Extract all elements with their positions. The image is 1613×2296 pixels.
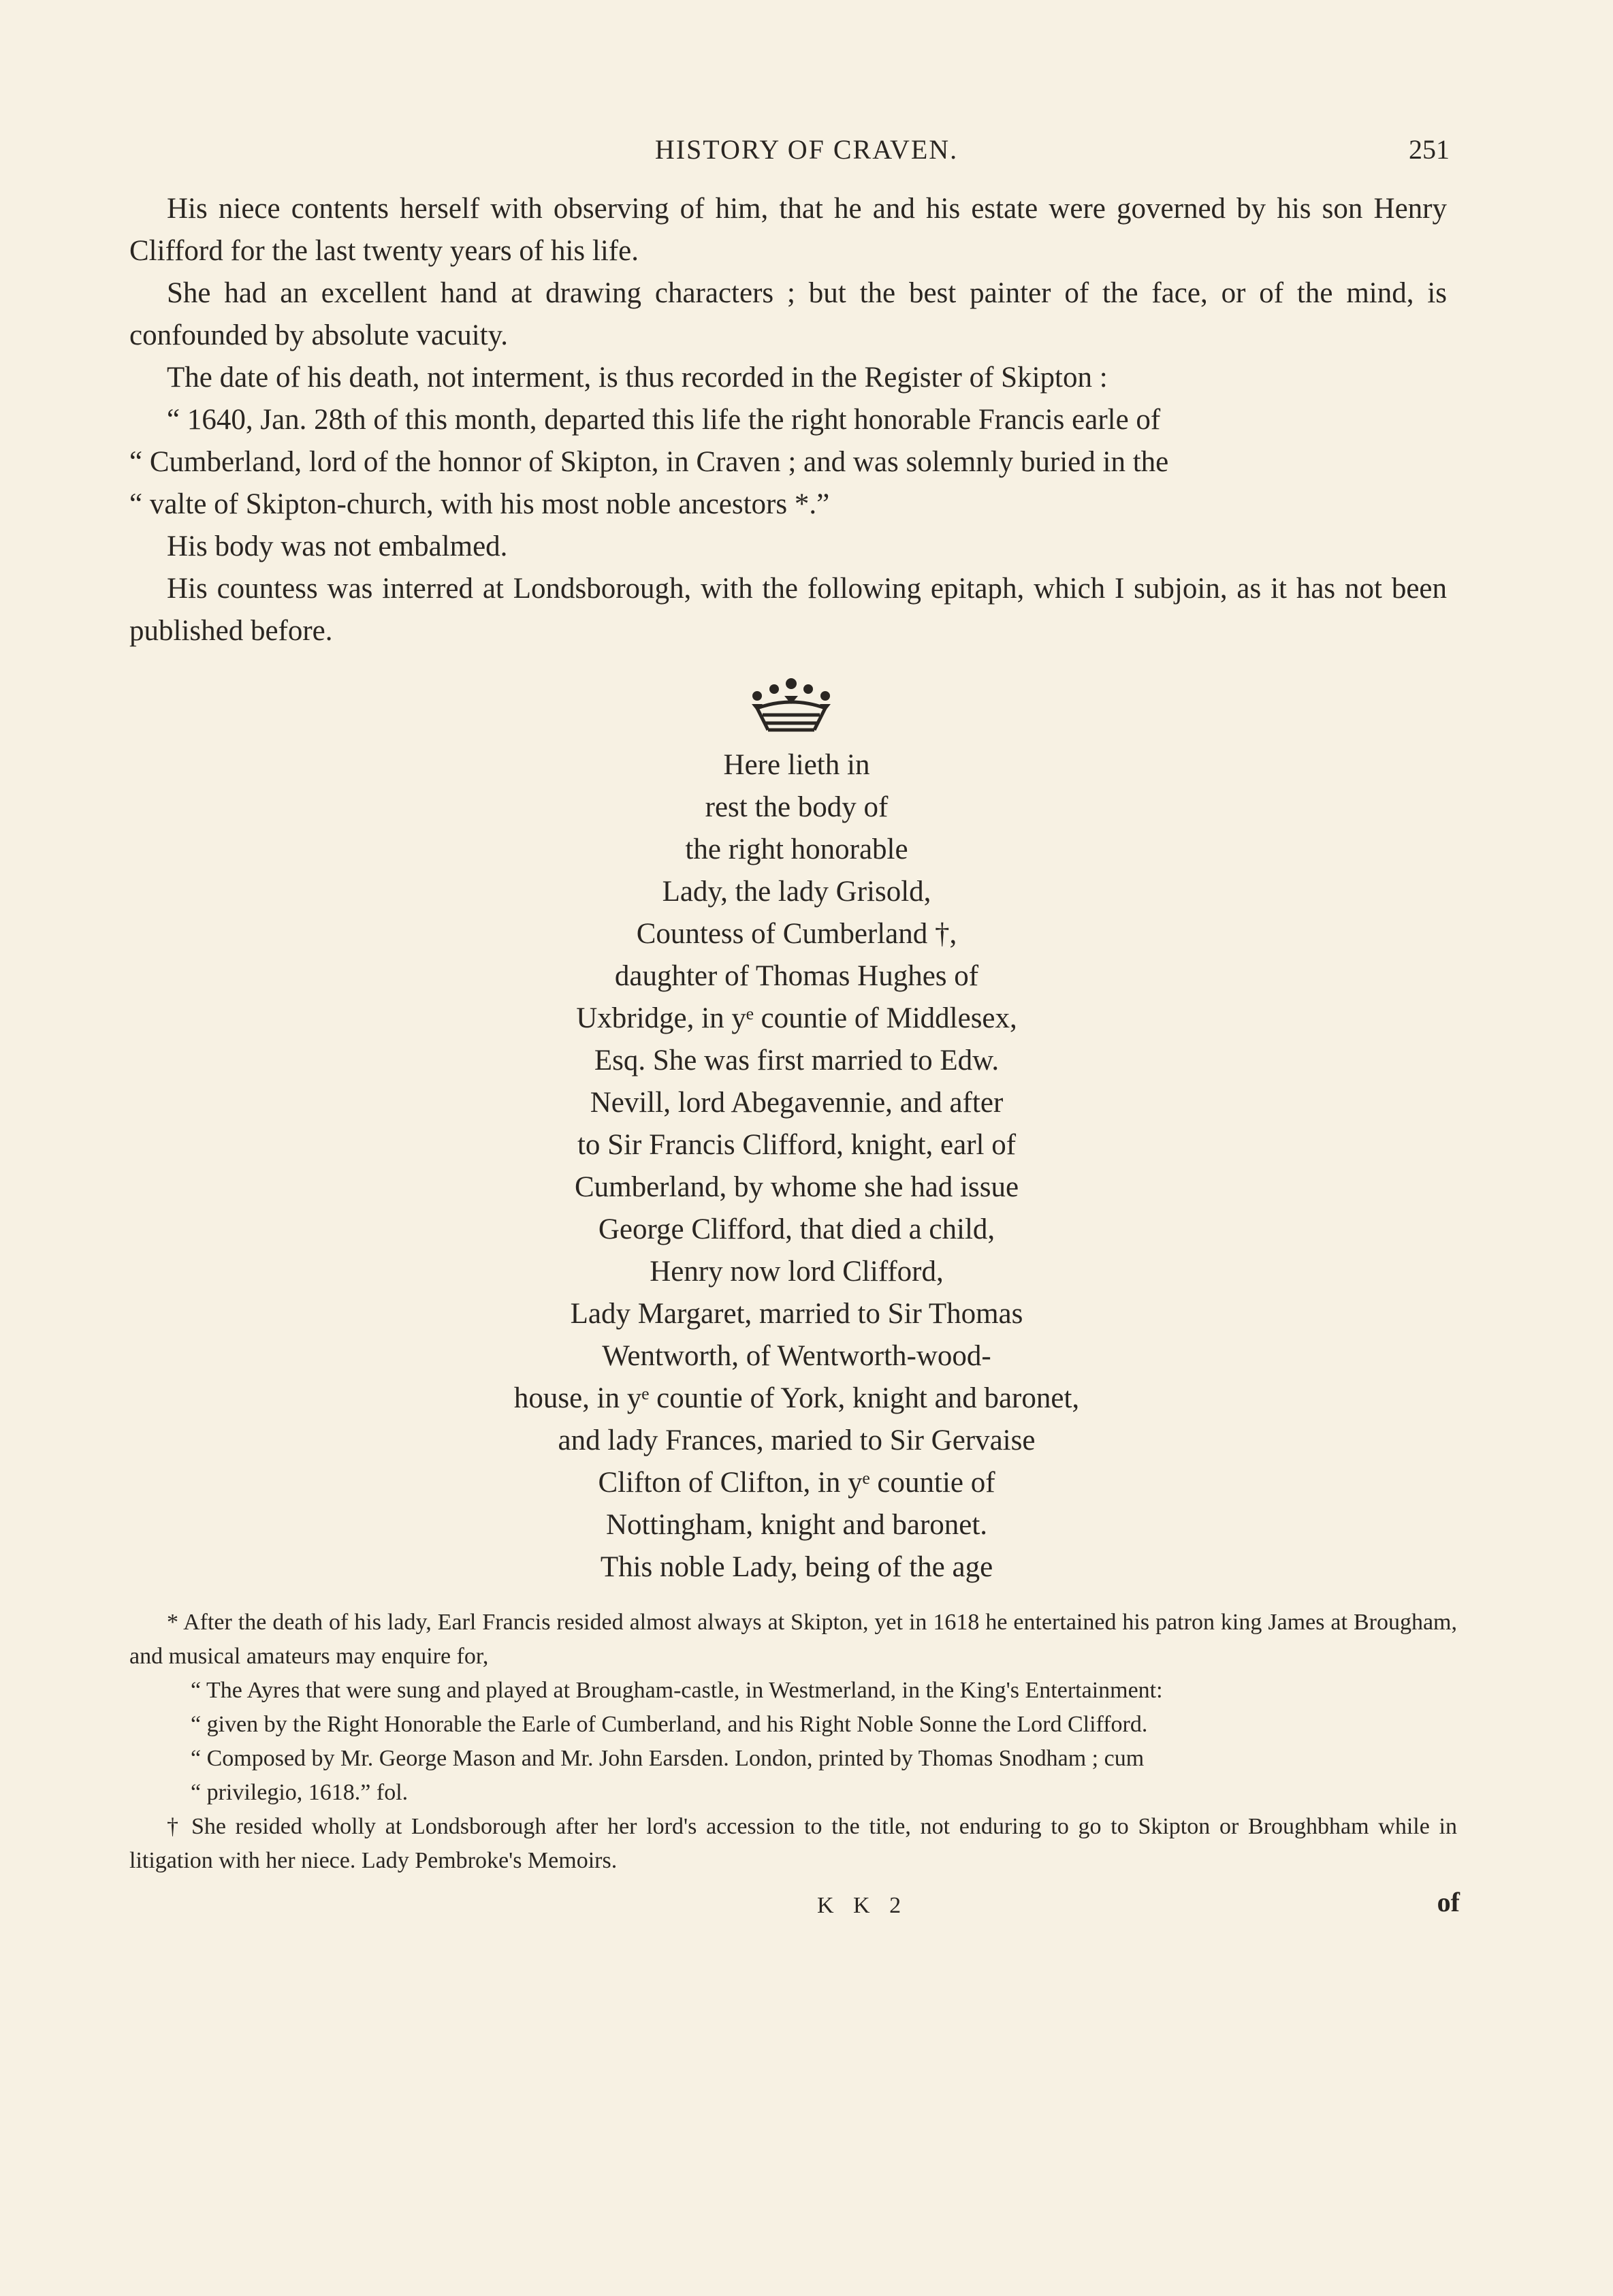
footnote-dagger: † She resided wholly at Londsborough after her lord's accession to the title, not enduring to go to Skipton or Broughbham while in litigation with her niece. Lady Pembroke's Memoirs. — [129, 1814, 1457, 1873]
footnotes — [129, 1606, 1457, 1878]
register-quote-line-1: “ 1640, Jan. 28th of this month, departed this life the right honorable Francis earle of — [167, 404, 1161, 436]
epitaph-line: to Sir Francis Clifford, knight, earl of — [577, 1129, 1017, 1161]
epitaph-line: Wentworth, of Wentworth-wood- — [602, 1340, 991, 1372]
footnote-star-quote-2: “ given by the Right Honorable the Earle of Cumberland, and his Right Noble Sonne the Lord Clifford. — [191, 1712, 1148, 1737]
epitaph-line: the right honorable — [685, 833, 908, 865]
epitaph-line: Uxbridge, in yᵉ countie of Middlesex, — [576, 1002, 1017, 1034]
footnote-star-quote-1: “ The Ayres that were sung and played at Brougham-castle, in Westmerland, in the King's Entertainment: — [191, 1678, 1163, 1703]
page-number: 251 — [1409, 134, 1450, 165]
paragraph-niece: His niece contents herself with observing of him, that he and his estate were governed by his son Henry Clifford for the last twenty years of his life. — [129, 193, 1447, 267]
paragraph-countess: His countess was interred at Londsborough, with the following epitaph, which I subjoin, as it has not been published before. — [129, 573, 1447, 647]
paragraph-characters: She had an excellent hand at drawing characters ; but the best painter of the face, or of the mind, is confounded by absolute vacuity. — [129, 277, 1447, 351]
epitaph-line: Nottingham, knight and baronet. — [605, 1509, 988, 1541]
epitaph-line: daughter of Thomas Hughes of — [614, 960, 979, 992]
epitaph-line: Henry now lord Clifford, — [650, 1256, 944, 1288]
epitaph-line: Countess of Cumberland †, — [636, 918, 957, 950]
paragraph-embalmed: His body was not embalmed. — [167, 530, 508, 562]
register-quote-line-3: “ valte of Skipton-church, with his most noble ancestors *.” — [129, 488, 830, 520]
epitaph-line: Clifton of Clifton, in yᵉ countie of — [598, 1467, 995, 1499]
footnote-star-quote-3: “ Composed by Mr. George Mason and Mr. John Earsden. London, printed by Thomas Snodham ; cum — [191, 1746, 1145, 1771]
coronet-icon — [744, 675, 839, 737]
main-text — [129, 188, 1447, 652]
epitaph-line: Esq. She was first married to Edw. — [594, 1045, 1000, 1077]
epitaph — [409, 744, 1185, 1589]
catchword: of — [1437, 1887, 1460, 1917]
epitaph-line: George Clifford, that died a child, — [598, 1213, 995, 1245]
register-quote-line-2: “ Cumberland, lord of the honnor of Skipton, in Craven ; and was solemnly buried in the — [129, 446, 1169, 478]
epitaph-line: Lady, the lady Grisold, — [662, 876, 931, 908]
epitaph-line: Here lieth in — [723, 749, 870, 781]
signature-mark: K K 2 — [817, 1893, 908, 1918]
epitaph-line: This noble Lady, being of the age — [600, 1551, 993, 1583]
epitaph-line: and lady Frances, maried to Sir Gervaise — [558, 1424, 1036, 1456]
epitaph-line: house, in yᵉ countie of York, knight and baronet, — [513, 1382, 1080, 1414]
footnote-star-quote-4: “ privilegio, 1618.” fol. — [191, 1780, 409, 1805]
epitaph-line: Cumberland, by whome she had issue — [574, 1171, 1019, 1203]
running-title: HISTORY OF CRAVEN. — [654, 134, 959, 165]
epitaph-line: rest the body of — [705, 791, 889, 823]
epitaph-line: Nevill, lord Abegavennie, and after — [590, 1087, 1004, 1119]
footnote-star: * After the death of his lady, Earl Francis resided almost always at Skipton, yet in 1618 he entertained his patron king James at Brougham, and musical amateurs may enquire for, — [129, 1610, 1457, 1669]
epitaph-line: Lady Margaret, married to Sir Thomas — [570, 1298, 1023, 1330]
running-head — [0, 129, 1613, 170]
paragraph-register: The date of his death, not interment, is thus recorded in the Register of Skipton : — [167, 362, 1108, 394]
